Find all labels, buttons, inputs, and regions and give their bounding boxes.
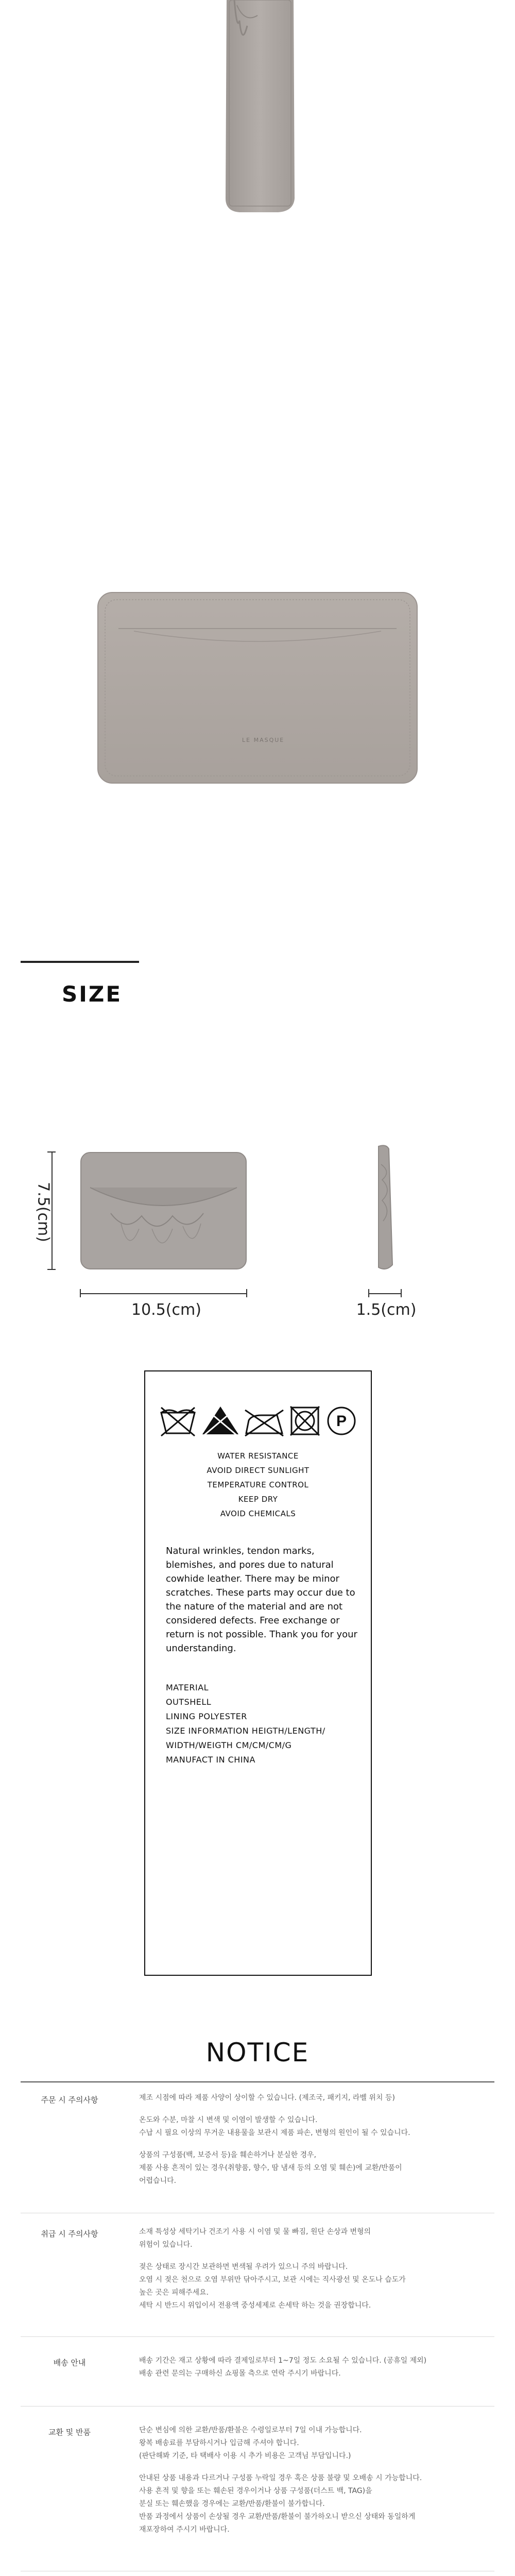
notice-line: 분실 또는 훼손했을 경우에는 교환/반품/환불이 불가합니다. xyxy=(139,2500,325,2508)
notice-line: 제조 시점에 따라 제품 사양이 상이할 수 있습니다. (제조국, 패키지, 라벨 위치 등) xyxy=(139,2094,395,2102)
width-label: 10.5(cm) xyxy=(131,1301,201,1319)
notice-row-label: 취급 시 주의사항 xyxy=(41,2229,98,2239)
care-instruction: KEEP DRY xyxy=(238,1495,278,1504)
depth-dimension-line xyxy=(368,1293,402,1294)
notice-row-label: 교환 및 반품 xyxy=(48,2428,91,2437)
notice-row-content xyxy=(139,2092,489,2188)
notice-row-label: 배송 안내 xyxy=(53,2358,86,2367)
notice-top-rule xyxy=(21,2081,494,2082)
notice-line: 반품 과정에서 상품이 손상될 경우 교환/반품/환불이 불가하오니 받으신 상태와 동일하게 xyxy=(139,2513,416,2521)
notice-line: 오염 시 젖은 천으로 오염 부위만 닦아주시고, 보관 시에는 직사광선 및 온도나 습도가 xyxy=(139,2276,406,2284)
notice-line: 배송 기간은 재고 상황에 따라 결제일로부터 1~7일 정도 소요될 수 있습니다. (공휴일 제외) xyxy=(139,2357,427,2365)
notice-line: 안내된 상품 내용과 다르거나 구성품 누락일 경우 혹은 상품 불량 및 오배송 시 가능합니다. xyxy=(139,2474,422,2482)
notice-line: 배송 관련 문의는 구매하신 쇼핑몰 측으로 연락 주시기 바랍니다. xyxy=(139,2369,341,2378)
size-title: SIZE xyxy=(62,981,123,1007)
size-divider xyxy=(21,961,139,963)
care-paragraph-line: cowhide leather. There may be minor xyxy=(166,1573,339,1584)
material-info xyxy=(166,1681,362,1767)
notice-row-label: 주문 시 주의사항 xyxy=(41,2095,98,2105)
notice-line: 젖은 상태로 장시간 보관하면 변색될 우려가 있으니 주의 바랍니다. xyxy=(139,2263,348,2271)
notice-line: 세탁 시 반드시 위입이서 전용액 중성세제로 손세탁 하는 것을 권장합니다. xyxy=(139,2301,371,2310)
product-photo-top xyxy=(216,0,304,216)
svg-text:P: P xyxy=(336,1413,347,1430)
dry-clean-p-icon xyxy=(328,1408,355,1434)
care-instructions xyxy=(145,1449,371,1521)
notice-line: 제품 사용 흔적이 있는 경우(취향품, 향수, 땀 냄새 등의 오염 및 훼손)에 교환/반품이 xyxy=(139,2164,402,2172)
notice-line: 높은 곳은 피해주세요. xyxy=(139,2289,209,2297)
no-wash-icon xyxy=(161,1408,195,1436)
notice-line: 왕복 배송료를 부담하시거나 입금해 주셔야 합니다. xyxy=(139,2439,299,2447)
notice-line: 사용 흔적 및 향을 또는 훼손된 경우이거나 상품 구성품(더스트 백, TAG)을 xyxy=(139,2487,372,2495)
notice-row-content xyxy=(139,2424,489,2536)
notice-line: 수납 시 필요 이상의 무거운 내용물을 보관시 제품 파손, 변형의 원인이 될 수 있습니다. xyxy=(139,2129,410,2137)
care-instruction: AVOID DIRECT SUNLIGHT xyxy=(207,1466,310,1475)
notice-row-content xyxy=(139,2226,489,2312)
depth-tick-left xyxy=(368,1289,369,1297)
material-info-line: MANUFACT IN CHINA xyxy=(166,1755,255,1765)
notice-row-divider xyxy=(21,2336,494,2337)
depth-label: 1.5(cm) xyxy=(356,1301,417,1319)
size-wallet-front xyxy=(80,1151,247,1270)
depth-tick-right xyxy=(401,1289,402,1297)
no-iron-icon xyxy=(245,1410,283,1436)
notice-line: 어렵습니다. xyxy=(139,2177,177,2185)
care-paragraph-line: scratches. These parts may occur due to xyxy=(166,1587,355,1598)
care-paragraph-line: Natural wrinkles, tendon marks, xyxy=(166,1546,315,1556)
notice-line: 온도와 수분, 마찰 시 변색 및 이염이 발생할 수 있습니다. xyxy=(139,2116,318,2124)
product-logo: LE MASQUE xyxy=(242,737,285,743)
material-info-line: SIZE INFORMATION HEIGTH/LENGTH/ xyxy=(166,1726,325,1736)
notice-line: 상품의 구성품(백, 보증서 등)을 훼손하거나 분실한 경우, xyxy=(139,2151,317,2159)
care-instruction: WATER RESISTANCE xyxy=(217,1451,299,1461)
product-photo-main xyxy=(88,582,427,788)
notice-line: 재포장하여 주시기 바랍니다. xyxy=(139,2526,230,2534)
material-info-line: OUTSHELL xyxy=(166,1697,212,1707)
material-info-line: LINING POLYESTER xyxy=(166,1711,247,1721)
care-paragraph-line: the nature of the material and are not xyxy=(166,1601,343,1612)
notice-line: (판단해봐 기준, 타 택배사 이용 시 추가 비용은 고객님 부담입니다.) xyxy=(139,2452,351,2460)
care-icons-row xyxy=(159,1402,359,1438)
care-paragraph-line: considered defects. Free exchange or xyxy=(166,1615,340,1626)
width-dimension-line xyxy=(80,1293,247,1294)
no-bleach-icon xyxy=(202,1406,238,1435)
notice-row-content xyxy=(139,2354,489,2380)
care-label xyxy=(144,1370,372,1976)
care-paragraph-line: understanding. xyxy=(166,1643,236,1654)
width-tick-right xyxy=(246,1289,247,1297)
size-wallet-side xyxy=(371,1144,402,1273)
material-info-line: WIDTH/WEIGTH CM/CM/CM/G xyxy=(166,1740,292,1750)
care-paragraph-line: return is not possible. Thank you for your xyxy=(166,1629,357,1640)
height-tick-top xyxy=(47,1151,56,1153)
notice-line: 단순 변심에 의한 교환/반품/환불은 수령일로부터 7일 이내 가능합니다. xyxy=(139,2426,362,2434)
notice-line: 소재 특성상 세탁기나 건조기 사용 시 이염 및 물 빠짐, 원단 손상과 변형의 xyxy=(139,2228,371,2236)
material-info-line: MATERIAL xyxy=(166,1683,209,1692)
care-paragraph xyxy=(166,1544,362,1655)
no-tumble-dry-icon xyxy=(290,1406,319,1435)
notice-title: NOTICE xyxy=(205,2038,310,2067)
care-instruction: AVOID CHEMICALS xyxy=(220,1509,296,1518)
width-tick-left xyxy=(80,1289,81,1297)
notice-line: 위험이 있습니다. xyxy=(139,2241,193,2249)
height-tick-bottom xyxy=(47,1269,56,1270)
care-paragraph-line: blemishes, and pores due to natural xyxy=(166,1560,334,1570)
care-instruction: TEMPERATURE CONTROL xyxy=(207,1480,309,1489)
height-label: 7.5(cm) xyxy=(34,1182,53,1242)
